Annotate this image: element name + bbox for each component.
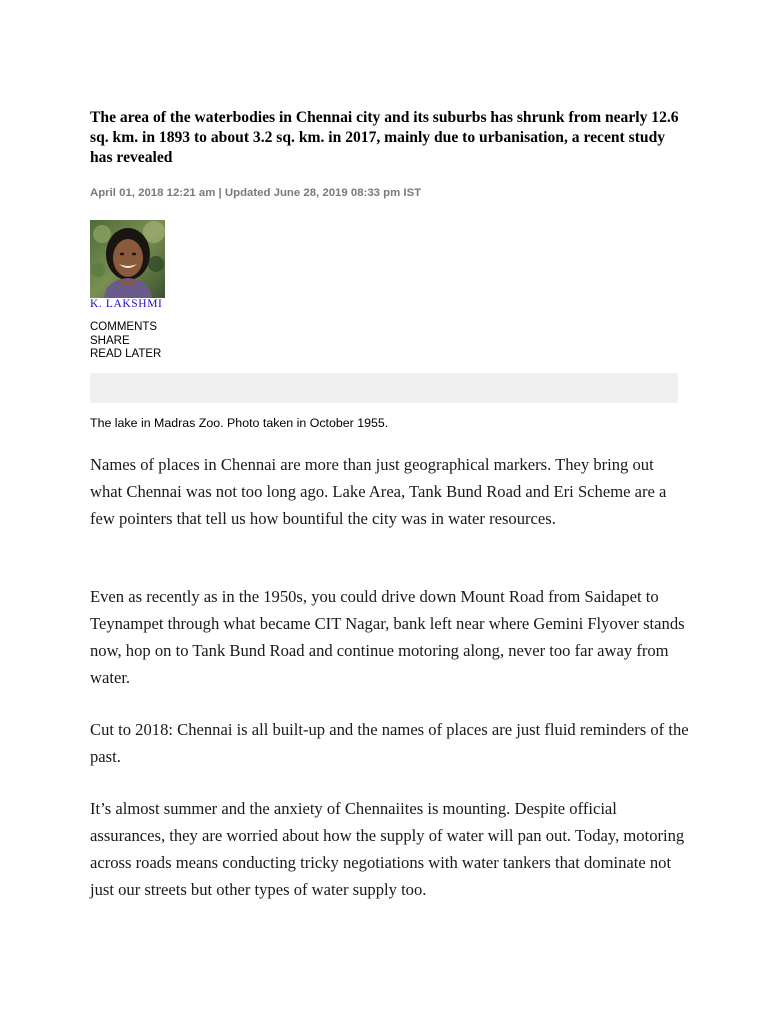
comments-link[interactable]: COMMENTS [90, 321, 158, 333]
author-photo[interactable] [90, 220, 165, 298]
author-name-link[interactable]: K. LAKSHMI [90, 298, 163, 310]
share-link[interactable]: SHARE [90, 334, 130, 347]
ad-placeholder [90, 373, 678, 403]
article-headline: The area of the waterbodies in Chennai city and its suburbs has shrunk from nearly 12.6 sq. km. in 1893 to about 3.2 sq. km. in 2017, mainly due to urbanisation, a recent study has revealed [90, 109, 679, 166]
article-paragraph: Cut to 2018: Chennai is all built-up and the names of places are just fluid reminders of the past. [90, 720, 689, 766]
article-paragraph: It’s almost summer and the anxiety of Chennaiites is mounting. Despite official assurances, they are worried about how the supply of water will pan out. Today, motoring across roads means conducting tricky negotiations with water tankers that dominate not just our streets but other types of water supply too. [90, 799, 685, 899]
photo-caption: The lake in Madras Zoo. Photo taken in October 1955. [90, 416, 389, 430]
article-paragraph: Names of places in Chennai are more than just geographical markers. They bring out what Chennai was not too long ago. Lake Area, Tank Bund Road and Eri Scheme are a few pointers that tell us how bountiful the city was in water resources. [90, 455, 667, 528]
article-dateline: April 01, 2018 12:21 am | Updated June 28, 2019 08:33 pm IST [90, 187, 422, 199]
read-later-link[interactable]: READ LATER [90, 348, 162, 360]
article-paragraph: Even as recently as in the 1950s, you could drive down Mount Road from Saidapet to Teynampet through what became CIT Nagar, bank left near where Gemini Flyover stands now, hop on to Tank Bund Road and continue motoring along, never too far away from water. [90, 587, 685, 687]
article-actions [90, 321, 161, 362]
